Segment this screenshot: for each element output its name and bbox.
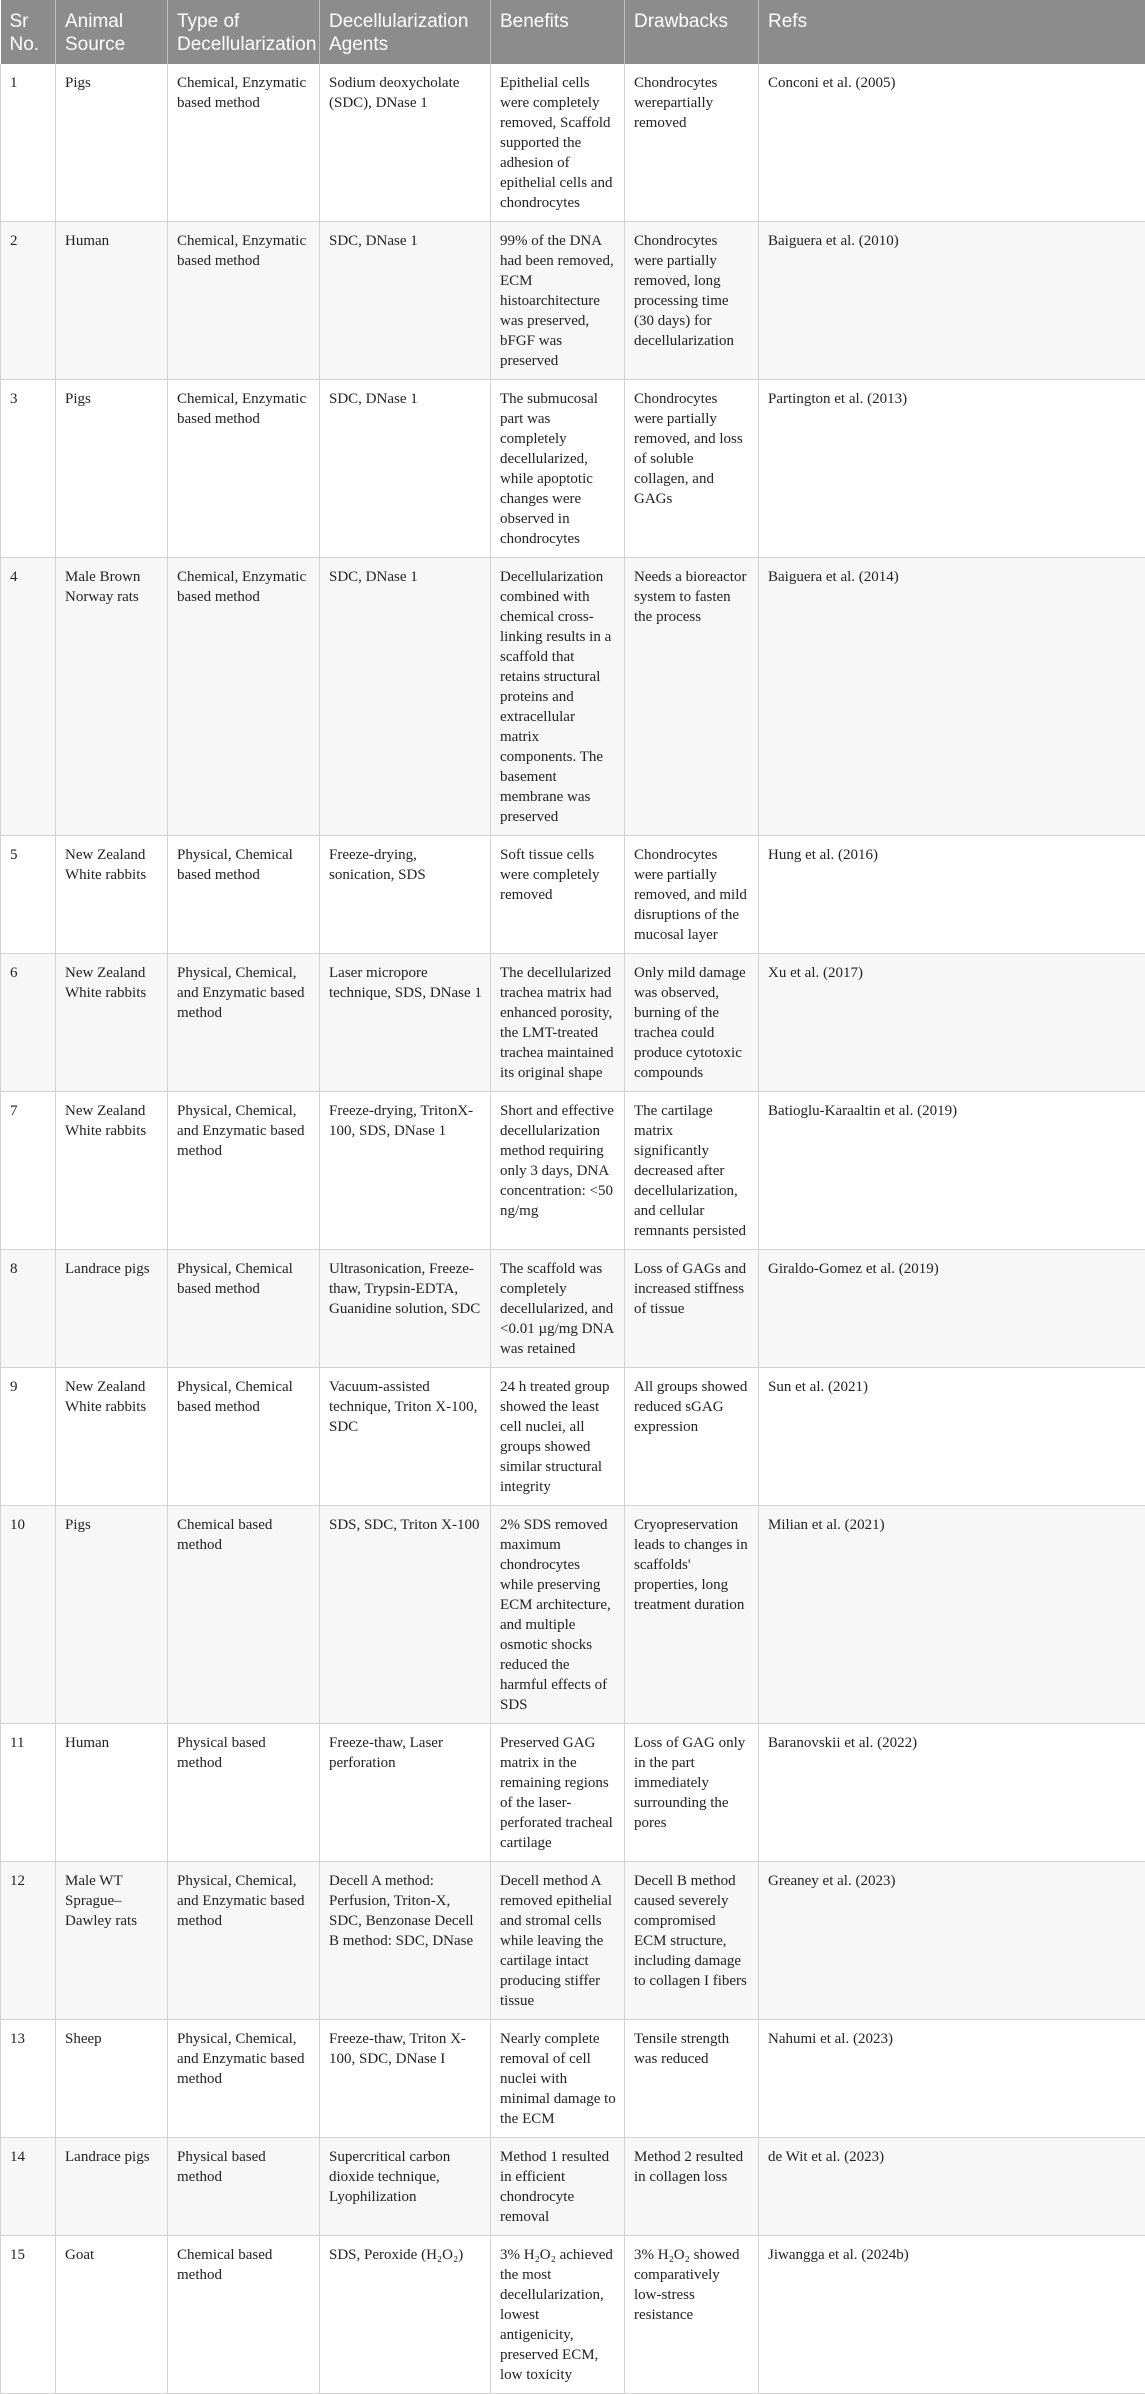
cell-sr-no: 8 <box>1 1250 56 1368</box>
cell-agents: SDC, DNase 1 <box>320 558 491 836</box>
cell-animal-source: New Zealand White rabbits <box>56 954 168 1092</box>
cell-drawbacks: Method 2 resulted in collagen loss <box>625 2138 759 2236</box>
cell-refs: Xu et al. (2017) <box>759 954 1145 1092</box>
cell-refs: Nahumi et al. (2023) <box>759 2020 1145 2138</box>
cell-sr-no: 9 <box>1 1368 56 1506</box>
cell-drawbacks: Chondrocytes werepartially removed <box>625 64 759 222</box>
cell-benefits: Preserved GAG matrix in the remaining regions of the laser-perforated tracheal cartilage <box>491 1724 625 1862</box>
table-row <box>1 1250 1145 1368</box>
header-sr-no: Sr No. <box>1 0 56 64</box>
table-row <box>1 380 1145 558</box>
header-row <box>1 0 1145 64</box>
cell-agents: SDS, SDC, Triton X-100 <box>320 1506 491 1724</box>
cell-drawbacks: The cartilage matrix significantly decreased after decellularization, and cellular remnants persisted <box>625 1092 759 1250</box>
cell-agents: Freeze-drying, sonication, SDS <box>320 836 491 954</box>
table-row <box>1 64 1145 222</box>
cell-benefits: 3% H₂O₂ achieved the most decellularization, lowest antigenicity, preserved ECM, low toxicity <box>491 2236 625 2394</box>
cell-animal-source: New Zealand White rabbits <box>56 1092 168 1250</box>
cell-agents: Laser micropore technique, SDS, DNase 1 <box>320 954 491 1092</box>
table-row <box>1 2236 1145 2394</box>
cell-refs: Jiwangga et al. (2024b) <box>759 2236 1145 2394</box>
cell-agents: Decell A method: Perfusion, Triton-X, SDC, Benzonase Decell B method: SDC, DNase <box>320 1862 491 2020</box>
cell-drawbacks: Only mild damage was observed, burning of the trachea could produce cytotoxic compounds <box>625 954 759 1092</box>
table-row <box>1 1724 1145 1862</box>
cell-agents: SDC, DNase 1 <box>320 380 491 558</box>
cell-refs: Conconi et al. (2005) <box>759 64 1145 222</box>
cell-refs: de Wit et al. (2023) <box>759 2138 1145 2236</box>
cell-benefits: The decellularized trachea matrix had enhanced porosity, the LMT-treated trachea maintained its original shape <box>491 954 625 1092</box>
table-row <box>1 1092 1145 1250</box>
cell-type: Physical based method <box>168 2138 320 2236</box>
table-row <box>1 2020 1145 2138</box>
table-row <box>1 2138 1145 2236</box>
table-row <box>1 222 1145 380</box>
cell-sr-no: 15 <box>1 2236 56 2394</box>
cell-drawbacks: Chondrocytes were partially removed, and mild disruptions of the mucosal layer <box>625 836 759 954</box>
cell-animal-source: Male Brown Norway rats <box>56 558 168 836</box>
cell-drawbacks: Needs a bioreactor system to fasten the process <box>625 558 759 836</box>
cell-animal-source: Sheep <box>56 2020 168 2138</box>
cell-benefits: Short and effective decellularization method requiring only 3 days, DNA concentration: <50 ng/mg <box>491 1092 625 1250</box>
header-benefits: Benefits <box>491 0 625 64</box>
cell-sr-no: 5 <box>1 836 56 954</box>
cell-type: Physical, Chemical based method <box>168 836 320 954</box>
header-agents: Decellularization Agents <box>320 0 491 64</box>
cell-refs: Baranovskii et al. (2022) <box>759 1724 1145 1862</box>
cell-animal-source: Pigs <box>56 380 168 558</box>
cell-benefits: Soft tissue cells were completely removed <box>491 836 625 954</box>
cell-type: Physical, Chemical, and Enzymatic based method <box>168 2020 320 2138</box>
cell-refs: Milian et al. (2021) <box>759 1506 1145 1724</box>
cell-agents: Vacuum-assisted technique, Triton X-100, SDC <box>320 1368 491 1506</box>
cell-type: Chemical, Enzymatic based method <box>168 380 320 558</box>
cell-sr-no: 10 <box>1 1506 56 1724</box>
cell-benefits: The submucosal part was completely decellularized, while apoptotic changes were observed in chondrocytes <box>491 380 625 558</box>
cell-agents: Freeze-drying, TritonX-100, SDS, DNase 1 <box>320 1092 491 1250</box>
cell-benefits: Method 1 resulted in efficient chondrocyte removal <box>491 2138 625 2236</box>
cell-type: Physical, Chemical based method <box>168 1368 320 1506</box>
cell-benefits: 99% of the DNA had been removed, ECM histoarchitecture was preserved, bFGF was preserved <box>491 222 625 380</box>
cell-animal-source: Male WT Sprague–Dawley rats <box>56 1862 168 2020</box>
cell-refs: Batioglu-Karaaltin et al. (2019) <box>759 1092 1145 1250</box>
cell-drawbacks: 3% H₂O₂ showed comparatively low-stress resistance <box>625 2236 759 2394</box>
cell-animal-source: New Zealand White rabbits <box>56 836 168 954</box>
cell-benefits: Epithelial cells were completely removed, Scaffold supported the adhesion of epithelial cells and chondrocytes <box>491 64 625 222</box>
cell-type: Chemical, Enzymatic based method <box>168 64 320 222</box>
cell-animal-source: Human <box>56 1724 168 1862</box>
cell-agents: SDC, DNase 1 <box>320 222 491 380</box>
cell-agents: Supercritical carbon dioxide technique, Lyophilization <box>320 2138 491 2236</box>
cell-sr-no: 1 <box>1 64 56 222</box>
cell-type: Physical based method <box>168 1724 320 1862</box>
cell-animal-source: Pigs <box>56 1506 168 1724</box>
cell-animal-source: Landrace pigs <box>56 2138 168 2236</box>
cell-drawbacks: Chondrocytes were partially removed, long processing time (30 days) for decellularization <box>625 222 759 380</box>
cell-type: Chemical based method <box>168 2236 320 2394</box>
cell-sr-no: 2 <box>1 222 56 380</box>
header-type: Type of Decellularization <box>168 0 320 64</box>
cell-drawbacks: Chondrocytes were partially removed, and loss of soluble collagen, and GAGs <box>625 380 759 558</box>
cell-agents: Freeze-thaw, Laser perforation <box>320 1724 491 1862</box>
cell-refs: Greaney et al. (2023) <box>759 1862 1145 2020</box>
cell-benefits: Decellularization combined with chemical cross-linking results in a scaffold that retains structural proteins and extracellular matrix components. The basement membrane was preserved <box>491 558 625 836</box>
cell-benefits: 2% SDS removed maximum chondrocytes while preserving ECM architecture, and multiple osmotic shocks reduced the harmful effects of SDS <box>491 1506 625 1724</box>
header-refs: Refs <box>759 0 1145 64</box>
cell-type: Physical, Chemical, and Enzymatic based method <box>168 1092 320 1250</box>
cell-animal-source: Human <box>56 222 168 380</box>
table-row <box>1 1862 1145 2020</box>
cell-animal-source: Pigs <box>56 64 168 222</box>
table-row <box>1 1506 1145 1724</box>
table-row <box>1 1368 1145 1506</box>
cell-type: Physical, Chemical based method <box>168 1250 320 1368</box>
cell-sr-no: 6 <box>1 954 56 1092</box>
cell-drawbacks: All groups showed reduced sGAG expression <box>625 1368 759 1506</box>
cell-refs: Baiguera et al. (2010) <box>759 222 1145 380</box>
cell-type: Chemical, Enzymatic based method <box>168 558 320 836</box>
cell-sr-no: 7 <box>1 1092 56 1250</box>
cell-agents: Ultrasonication, Freeze-thaw, Trypsin-EDTA, Guanidine solution, SDC <box>320 1250 491 1368</box>
table-row <box>1 836 1145 954</box>
cell-type: Physical, Chemical, and Enzymatic based method <box>168 954 320 1092</box>
cell-benefits: Nearly complete removal of cell nuclei with minimal damage to the ECM <box>491 2020 625 2138</box>
cell-drawbacks: Tensile strength was reduced <box>625 2020 759 2138</box>
cell-refs: Hung et al. (2016) <box>759 836 1145 954</box>
cell-benefits: The scaffold was completely decellularized, and <0.01 µg/mg DNA was retained <box>491 1250 625 1368</box>
cell-benefits: 24 h treated group showed the least cell nuclei, all groups showed similar structural integrity <box>491 1368 625 1506</box>
cell-drawbacks: Loss of GAG only in the part immediately surrounding the pores <box>625 1724 759 1862</box>
cell-type: Physical, Chemical, and Enzymatic based method <box>168 1862 320 2020</box>
cell-type: Chemical based method <box>168 1506 320 1724</box>
cell-type: Chemical, Enzymatic based method <box>168 222 320 380</box>
cell-agents: Sodium deoxycholate (SDC), DNase 1 <box>320 64 491 222</box>
cell-benefits: Decell method A removed epithelial and stromal cells while leaving the cartilage intact producing stiffer tissue <box>491 1862 625 2020</box>
cell-drawbacks: Cryopreservation leads to changes in scaffolds' properties, long treatment duration <box>625 1506 759 1724</box>
header-animal-source: Animal Source <box>56 0 168 64</box>
cell-drawbacks: Decell B method caused severely compromised ECM structure, including damage to collagen I fibers <box>625 1862 759 2020</box>
cell-refs: Sun et al. (2021) <box>759 1368 1145 1506</box>
cell-sr-no: 3 <box>1 380 56 558</box>
cell-drawbacks: Loss of GAGs and increased stiffness of tissue <box>625 1250 759 1368</box>
cell-agents: Freeze-thaw, Triton X-100, SDC, DNase I <box>320 2020 491 2138</box>
cell-refs: Giraldo-Gomez et al. (2019) <box>759 1250 1145 1368</box>
cell-refs: Baiguera et al. (2014) <box>759 558 1145 836</box>
header-drawbacks: Drawbacks <box>625 0 759 64</box>
cell-refs: Partington et al. (2013) <box>759 380 1145 558</box>
cell-animal-source: New Zealand White rabbits <box>56 1368 168 1506</box>
cell-animal-source: Landrace pigs <box>56 1250 168 1368</box>
cell-sr-no: 14 <box>1 2138 56 2236</box>
cell-sr-no: 11 <box>1 1724 56 1862</box>
cell-sr-no: 13 <box>1 2020 56 2138</box>
cell-sr-no: 12 <box>1 1862 56 2020</box>
cell-animal-source: Goat <box>56 2236 168 2394</box>
table-row <box>1 954 1145 1092</box>
cell-agents: SDS, Peroxide (H₂O₂) <box>320 2236 491 2394</box>
table-row <box>1 558 1145 836</box>
cell-sr-no: 4 <box>1 558 56 836</box>
